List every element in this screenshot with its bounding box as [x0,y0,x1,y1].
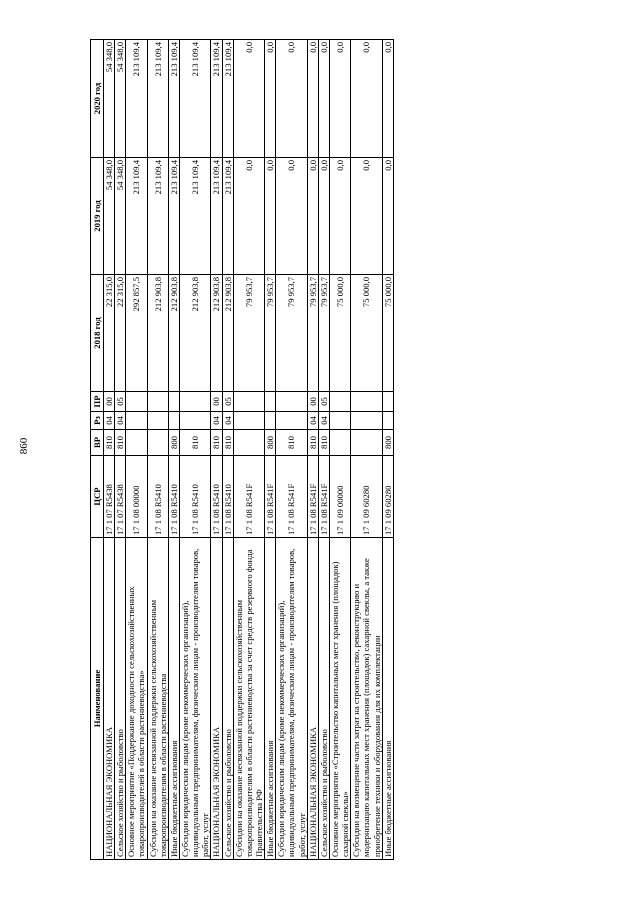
cell-name: НАЦИОНАЛЬНАЯ ЭКОНОМИКА [307,538,318,860]
header-rz: Рз [91,412,104,430]
cell-2018: 292 857,5 [126,275,147,392]
table-row [351,40,382,860]
cell-pr [351,392,382,412]
table-row [265,40,276,860]
cell-pr: 05 [115,392,126,412]
cell-2018: 79 953,7 [318,275,329,392]
cell-name: Сельское хозяйство и рыболовство [318,538,329,860]
cell-rz: 04 [222,412,233,430]
cell-2020: 0,0 [276,40,307,158]
cell-name: Субсидии на возмещение части затрат на строительство, реконструкцию и модернизацию капитальных мест хранения (площадок) сахарной свеклы, а также приобретение техники и оборудования для их комплектации [351,538,382,860]
cell-csr: 17 1 08 R541F [307,456,318,538]
cell-pr: 05 [318,392,329,412]
cell-name: Субсидии юридическим лицам (кроме некоммерческих организаций), индивидуальным предпринимателям, физическим лицам - производителям товаров, работ, услуг [179,538,210,860]
cell-2019: 0,0 [265,158,276,275]
cell-csr: 17 1 09 60280 [351,456,382,538]
cell-2020: 0,0 [265,40,276,158]
cell-2019: 213 109,4 [179,158,210,275]
cell-2020: 213 109,4 [211,40,222,158]
cell-2018: 75 000,0 [329,275,350,392]
cell-name: НАЦИОНАЛЬНАЯ ЭКОНОМИКА [104,538,115,860]
cell-pr [168,392,179,412]
table-row [168,40,179,860]
cell-rz [233,412,264,430]
cell-name: Субсидии на оказание несвязанной поддержки сельскохозяйственным товаропроизводителям в области растениеводства [147,538,168,860]
cell-vr: 810 [276,430,307,456]
cell-2020: 213 109,4 [168,40,179,158]
cell-rz [382,412,393,430]
cell-csr: 17 1 08 R541F [265,456,276,538]
cell-2018: 22 315,0 [115,275,126,392]
cell-2020: 0,0 [382,40,393,158]
table-row [318,40,329,860]
table-row [329,40,350,860]
cell-vr: 810 [104,430,115,456]
cell-rz: 04 [211,412,222,430]
cell-pr [265,392,276,412]
cell-2019: 213 109,4 [147,158,168,275]
cell-name: Сельское хозяйство и рыболовство [115,538,126,860]
cell-name: Субсидии на оказание несвязанной поддержки сельскохозяйственным товаропроизводителям в области растениеводства за счет средств резервного фонда Правительства РФ [233,538,264,860]
table-row [222,40,233,860]
cell-pr: 00 [307,392,318,412]
cell-rz [126,412,147,430]
cell-2020: 213 109,4 [126,40,147,158]
cell-csr: 17 1 08 R541F [276,456,307,538]
cell-vr: 810 [222,430,233,456]
cell-vr: 810 [211,430,222,456]
table-row [147,40,168,860]
cell-vr [147,430,168,456]
cell-rz [147,412,168,430]
cell-2020: 0,0 [307,40,318,158]
cell-pr: 00 [211,392,222,412]
cell-rz: 04 [307,412,318,430]
cell-vr: 810 [115,430,126,456]
header-csr: ЦСР [91,456,104,538]
table-row [126,40,147,860]
cell-2019: 0,0 [329,158,350,275]
cell-pr [126,392,147,412]
table-body [104,40,394,860]
header-name: Наименование [91,538,104,860]
header-2020: 2020 год [91,40,104,158]
cell-pr [147,392,168,412]
cell-csr: 17 1 08 R5410 [222,456,233,538]
cell-csr: 17 1 08 R5410 [147,456,168,538]
table-row [382,40,393,860]
table-row [211,40,222,860]
cell-2019: 0,0 [233,158,264,275]
cell-2018: 212 903,8 [222,275,233,392]
cell-vr: 810 [179,430,210,456]
cell-2018: 212 903,8 [211,275,222,392]
cell-name: Сельское хозяйство и рыболовство [222,538,233,860]
cell-2020: 0,0 [318,40,329,158]
cell-rz [168,412,179,430]
cell-2018: 212 903,8 [179,275,210,392]
rotated-table-container [90,40,570,860]
cell-2019: 0,0 [382,158,393,275]
table-row [104,40,115,860]
cell-2020: 54 348,0 [104,40,115,158]
cell-rz [265,412,276,430]
cell-pr [233,392,264,412]
cell-csr: 17 1 08 R541F [318,456,329,538]
cell-rz [351,412,382,430]
cell-csr: 17 1 08 R541F [233,456,264,538]
cell-csr: 17 1 07 R5438 [115,456,126,538]
cell-rz [276,412,307,430]
cell-csr: 17 1 08 R5410 [211,456,222,538]
cell-2019: 213 109,4 [211,158,222,275]
cell-csr: 17 1 07 R5438 [104,456,115,538]
table-row [233,40,264,860]
cell-2020: 213 109,4 [222,40,233,158]
cell-vr: 810 [318,430,329,456]
cell-2018: 79 953,7 [233,275,264,392]
cell-2019: 0,0 [307,158,318,275]
table-row [276,40,307,860]
budget-table [90,39,394,860]
cell-rz [329,412,350,430]
header-2018: 2018 год [91,275,104,392]
cell-name: Иные бюджетные ассигнования [168,538,179,860]
cell-vr [351,430,382,456]
cell-2018: 212 903,8 [168,275,179,392]
cell-2020: 213 109,4 [147,40,168,158]
cell-pr [329,392,350,412]
cell-csr: 17 1 08 R5410 [168,456,179,538]
cell-vr [126,430,147,456]
cell-2018: 22 315,0 [104,275,115,392]
cell-2019: 0,0 [351,158,382,275]
cell-2018: 79 953,7 [265,275,276,392]
cell-2020: 213 109,4 [179,40,210,158]
cell-csr: 17 1 08 R5410 [179,456,210,538]
cell-2020: 0,0 [233,40,264,158]
cell-2020: 0,0 [351,40,382,158]
cell-2020: 54 348,0 [115,40,126,158]
cell-2019: 0,0 [276,158,307,275]
cell-vr: 800 [168,430,179,456]
cell-2018: 79 953,7 [307,275,318,392]
cell-csr: 17 1 08 00000 [126,456,147,538]
cell-vr: 800 [265,430,276,456]
cell-2019: 54 348,0 [104,158,115,275]
cell-2020: 0,0 [329,40,350,158]
cell-pr: 00 [104,392,115,412]
header-2019: 2019 год [91,158,104,275]
header-row [91,40,104,860]
cell-csr: 17 1 09 60280 [382,456,393,538]
cell-pr [382,392,393,412]
table-row [179,40,210,860]
cell-2019: 54 348,0 [115,158,126,275]
cell-name: Иные бюджетные ассигнования [265,538,276,860]
cell-vr: 800 [382,430,393,456]
cell-vr [329,430,350,456]
page-number: 860 [18,437,30,455]
cell-vr [233,430,264,456]
table-row [307,40,318,860]
cell-name: Иные бюджетные ассигнования [382,538,393,860]
cell-2018: 75 000,0 [351,275,382,392]
cell-pr: 05 [222,392,233,412]
table-header [91,40,104,860]
cell-pr [276,392,307,412]
cell-2018: 75 000,0 [382,275,393,392]
cell-name: Основное мероприятие «Строительство капитальных мест хранения (площадок) сахарной свеклы» [329,538,350,860]
header-vr: ВР [91,430,104,456]
cell-name: Основное мероприятие «Поддержание доходности сельскохозяйственных товаропроизводителей в области растениеводства» [126,538,147,860]
cell-rz: 04 [115,412,126,430]
cell-2019: 213 109,4 [126,158,147,275]
table-row [115,40,126,860]
header-pr: ПР [91,392,104,412]
cell-2019: 213 109,4 [168,158,179,275]
cell-vr: 810 [307,430,318,456]
cell-pr [179,392,210,412]
cell-2018: 79 953,7 [276,275,307,392]
cell-rz [179,412,210,430]
cell-2019: 0,0 [318,158,329,275]
cell-2018: 212 903,8 [147,275,168,392]
cell-rz: 04 [318,412,329,430]
cell-2019: 213 109,4 [222,158,233,275]
cell-name: НАЦИОНАЛЬНАЯ ЭКОНОМИКА [211,538,222,860]
cell-rz: 04 [104,412,115,430]
cell-csr: 17 1 09 00000 [329,456,350,538]
cell-name: Субсидии юридическим лицам (кроме некоммерческих организаций), индивидуальным предпринимателям, физическим лицам - производителям товаров, работ, услуг [276,538,307,860]
